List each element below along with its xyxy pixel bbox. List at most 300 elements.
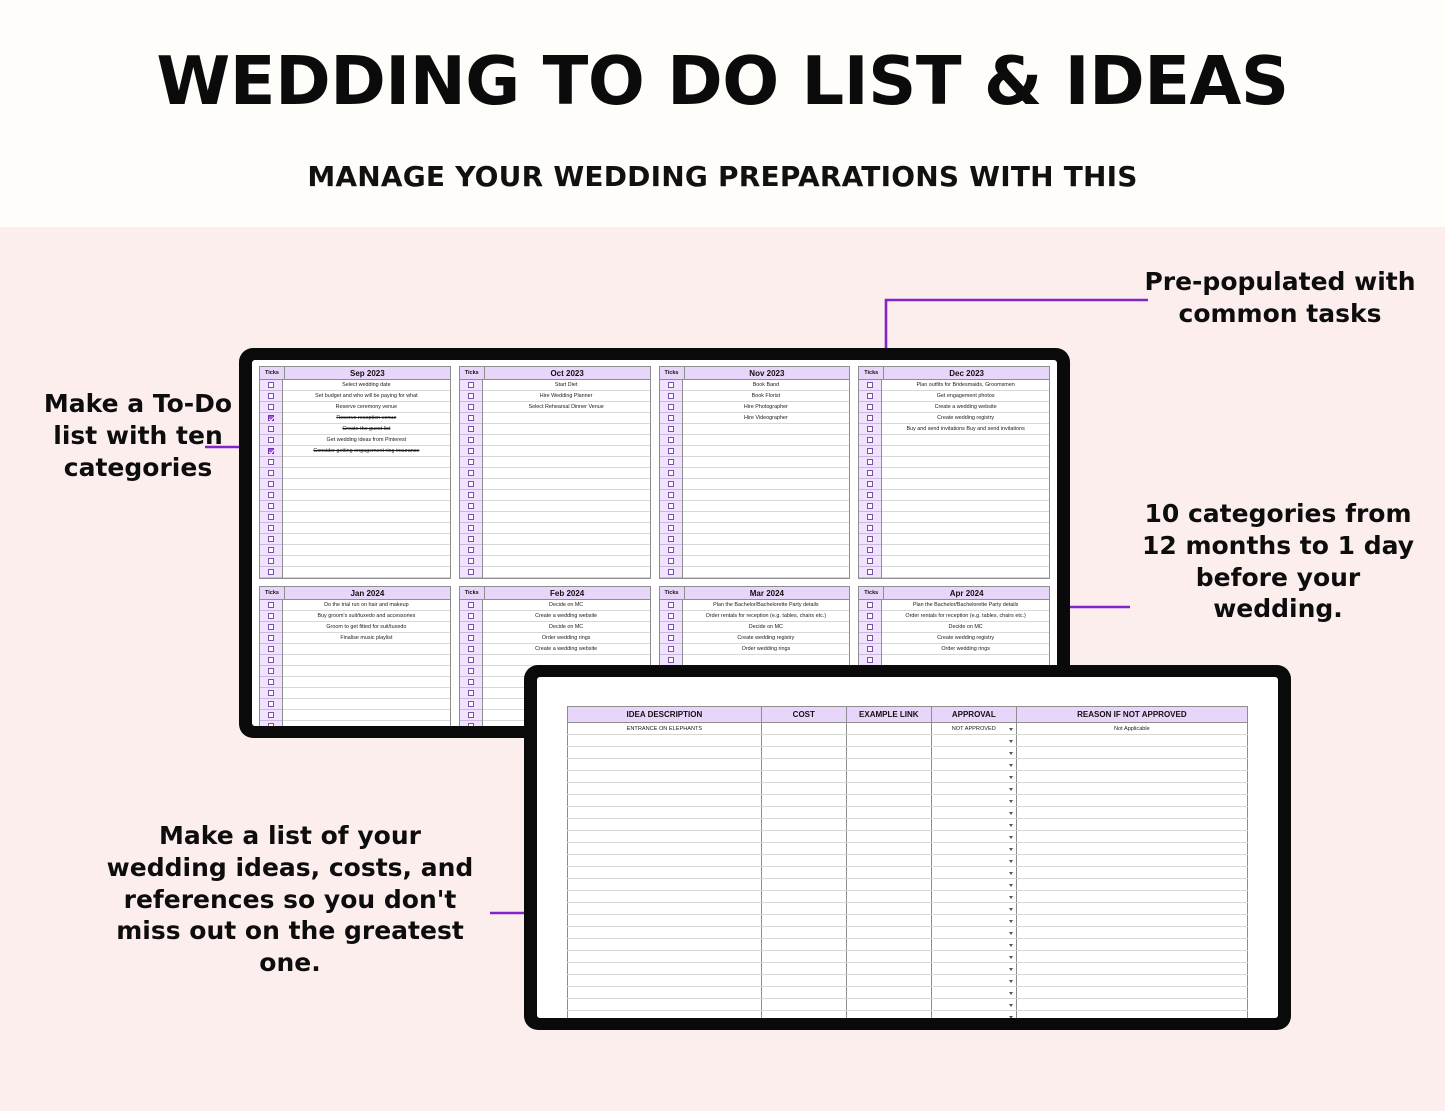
ideas-table-cell[interactable] — [761, 831, 846, 843]
tick-cell[interactable] — [859, 380, 881, 391]
task-cell[interactable] — [882, 534, 1049, 545]
checkbox-icon[interactable] — [468, 437, 474, 443]
ideas-table-cell[interactable] — [568, 759, 762, 771]
task-cell[interactable] — [882, 479, 1049, 490]
checkbox-icon[interactable] — [668, 558, 674, 564]
month-card[interactable] — [259, 366, 451, 579]
ideas-table-cell[interactable] — [846, 771, 931, 783]
task-cell[interactable]: Plan the Bachelor/Bachelorette Party details — [882, 600, 1049, 611]
checkbox-icon[interactable] — [468, 481, 474, 487]
checkbox-icon[interactable] — [268, 547, 274, 553]
ideas-table-cell[interactable] — [761, 855, 846, 867]
task-cell[interactable]: Start Diet — [483, 380, 650, 391]
tick-cell[interactable] — [260, 600, 282, 611]
tick-cell[interactable] — [260, 468, 282, 479]
month-card[interactable] — [459, 366, 651, 579]
ideas-table-cell[interactable] — [761, 807, 846, 819]
task-cell[interactable] — [283, 644, 450, 655]
ideas-table-row[interactable] — [568, 723, 1248, 735]
ideas-table-cell[interactable] — [568, 747, 762, 759]
tick-cell[interactable] — [260, 545, 282, 556]
ideas-table-cell[interactable] — [1016, 783, 1247, 795]
ideas-table-row[interactable] — [568, 807, 1248, 819]
ideas-table-cell[interactable] — [568, 927, 762, 939]
tick-cell[interactable] — [859, 622, 881, 633]
task-cell[interactable]: Order rentals for reception (e.g. tables, chairs etc.) — [882, 611, 1049, 622]
task-cell[interactable] — [283, 567, 450, 578]
tick-cell[interactable] — [260, 567, 282, 578]
checkbox-icon[interactable] — [268, 657, 274, 663]
ideas-table-cell[interactable] — [931, 975, 1016, 987]
task-cell[interactable] — [483, 556, 650, 567]
ideas-table-row[interactable] — [568, 759, 1248, 771]
tick-cell[interactable] — [859, 523, 881, 534]
task-cell[interactable] — [683, 490, 850, 501]
tick-cell[interactable] — [859, 468, 881, 479]
ideas-table-row[interactable] — [568, 843, 1248, 855]
checkbox-icon[interactable] — [268, 679, 274, 685]
ideas-table-cell[interactable] — [761, 843, 846, 855]
task-cell[interactable] — [283, 512, 450, 523]
task-cell[interactable] — [483, 523, 650, 534]
ideas-table-cell[interactable] — [761, 795, 846, 807]
ideas-table-cell[interactable] — [846, 795, 931, 807]
tick-cell[interactable] — [859, 490, 881, 501]
ideas-table-cell[interactable] — [761, 939, 846, 951]
ideas-table-cell[interactable] — [931, 759, 1016, 771]
ideas-table-cell[interactable] — [846, 879, 931, 891]
ideas-table-cell[interactable] — [1016, 747, 1247, 759]
task-cell[interactable]: Create a wedding website — [882, 402, 1049, 413]
ideas-table-row[interactable] — [568, 831, 1248, 843]
task-cell[interactable] — [683, 424, 850, 435]
ideas-table-cell[interactable] — [1016, 831, 1247, 843]
checkbox-icon[interactable] — [867, 393, 873, 399]
ideas-table[interactable] — [567, 706, 1248, 1018]
tick-cell[interactable] — [859, 424, 881, 435]
checkbox-icon[interactable] — [268, 382, 274, 388]
tick-cell[interactable] — [460, 435, 482, 446]
task-cell[interactable] — [882, 567, 1049, 578]
month-card[interactable] — [858, 366, 1050, 579]
ideas-table-cell[interactable] — [761, 927, 846, 939]
tick-cell[interactable] — [660, 446, 682, 457]
tick-cell[interactable] — [260, 710, 282, 721]
ideas-table-cell[interactable] — [1016, 963, 1247, 975]
ideas-table-row[interactable] — [568, 999, 1248, 1011]
task-cell[interactable]: Select wedding date — [283, 380, 450, 391]
tick-cell[interactable] — [660, 490, 682, 501]
checkbox-icon[interactable] — [468, 415, 474, 421]
task-cell[interactable]: Order rentals for reception (e.g. tables, chairs etc.) — [683, 611, 850, 622]
checkbox-icon[interactable] — [268, 690, 274, 696]
ideas-table-cell[interactable] — [761, 951, 846, 963]
ideas-table-cell[interactable] — [568, 891, 762, 903]
task-cell[interactable]: Do the trial run on hair and makeup — [283, 600, 450, 611]
tick-cell[interactable] — [460, 600, 482, 611]
ideas-table-row[interactable] — [568, 939, 1248, 951]
ideas-table-row[interactable] — [568, 867, 1248, 879]
tick-cell[interactable] — [460, 633, 482, 644]
checkbox-icon[interactable] — [468, 624, 474, 630]
tick-cell[interactable] — [460, 677, 482, 688]
checkbox-icon[interactable] — [468, 657, 474, 663]
task-cell[interactable] — [483, 512, 650, 523]
checkbox-icon[interactable] — [468, 679, 474, 685]
checkbox-icon[interactable] — [268, 492, 274, 498]
tick-cell[interactable] — [260, 677, 282, 688]
ideas-table-cell[interactable] — [1016, 903, 1247, 915]
checkbox-icon[interactable] — [867, 415, 873, 421]
ideas-table-cell[interactable] — [568, 819, 762, 831]
task-cell[interactable] — [882, 457, 1049, 468]
checkbox-icon[interactable] — [668, 613, 674, 619]
checkbox-icon[interactable] — [468, 646, 474, 652]
ideas-table-cell[interactable] — [931, 999, 1016, 1011]
ideas-table-cell[interactable] — [846, 915, 931, 927]
ideas-table-cell[interactable] — [761, 999, 846, 1011]
ideas-table-cell[interactable] — [846, 903, 931, 915]
ideas-table-cell[interactable] — [568, 807, 762, 819]
checkbox-icon[interactable] — [867, 558, 873, 564]
tick-cell[interactable] — [859, 633, 881, 644]
ideas-table-cell[interactable] — [931, 819, 1016, 831]
tick-cell[interactable] — [660, 479, 682, 490]
checkbox-icon[interactable] — [268, 448, 274, 454]
checkbox-icon[interactable] — [468, 602, 474, 608]
ideas-table-cell[interactable] — [931, 843, 1016, 855]
checkbox-icon[interactable] — [867, 437, 873, 443]
ideas-table-cell[interactable] — [931, 891, 1016, 903]
tick-cell[interactable] — [660, 457, 682, 468]
tick-cell[interactable] — [859, 391, 881, 402]
task-cell[interactable]: Book Band — [683, 380, 850, 391]
tick-cell[interactable] — [460, 534, 482, 545]
task-cell[interactable] — [882, 556, 1049, 567]
ideas-table-cell[interactable] — [846, 927, 931, 939]
checkbox-icon[interactable] — [268, 613, 274, 619]
ideas-table-cell[interactable] — [931, 783, 1016, 795]
tick-cell[interactable] — [460, 512, 482, 523]
ideas-table-cell[interactable] — [761, 867, 846, 879]
tick-cell[interactable] — [660, 402, 682, 413]
checkbox-icon[interactable] — [867, 569, 873, 575]
ideas-table-cell[interactable] — [761, 723, 846, 735]
task-cell[interactable] — [283, 479, 450, 490]
task-cell[interactable] — [882, 468, 1049, 479]
tick-cell[interactable] — [260, 622, 282, 633]
checkbox-icon[interactable] — [867, 448, 873, 454]
ideas-table-row[interactable] — [568, 915, 1248, 927]
tick-cell[interactable] — [660, 633, 682, 644]
ideas-table-cell[interactable]: NOT APPROVED — [931, 723, 1016, 735]
tick-cell[interactable] — [260, 611, 282, 622]
task-cell[interactable] — [283, 556, 450, 567]
checkbox-icon[interactable] — [668, 503, 674, 509]
checkbox-icon[interactable] — [468, 492, 474, 498]
checkbox-icon[interactable] — [668, 602, 674, 608]
checkbox-icon[interactable] — [268, 459, 274, 465]
tick-cell[interactable] — [260, 446, 282, 457]
ideas-table-cell[interactable] — [761, 735, 846, 747]
ideas-table-cell[interactable] — [761, 963, 846, 975]
checkbox-icon[interactable] — [268, 668, 274, 674]
checkbox-icon[interactable] — [468, 426, 474, 432]
tick-cell[interactable] — [460, 424, 482, 435]
ideas-table-cell[interactable] — [1016, 843, 1247, 855]
task-cell[interactable] — [483, 424, 650, 435]
task-cell[interactable] — [483, 468, 650, 479]
task-cell[interactable] — [283, 699, 450, 710]
tick-cell[interactable] — [859, 446, 881, 457]
ideas-table-cell[interactable] — [1016, 759, 1247, 771]
task-cell[interactable] — [483, 479, 650, 490]
checkbox-icon[interactable] — [668, 382, 674, 388]
ideas-table-cell[interactable] — [846, 867, 931, 879]
tick-cell[interactable] — [460, 666, 482, 677]
task-cell[interactable] — [283, 501, 450, 512]
month-card[interactable] — [259, 586, 451, 726]
checkbox-icon[interactable] — [668, 426, 674, 432]
tick-cell[interactable] — [660, 644, 682, 655]
tick-cell[interactable] — [260, 655, 282, 666]
tick-cell[interactable] — [460, 457, 482, 468]
ideas-table-cell[interactable] — [1016, 1011, 1247, 1019]
task-cell[interactable] — [283, 545, 450, 556]
checkbox-icon[interactable] — [867, 459, 873, 465]
tick-cell[interactable] — [859, 457, 881, 468]
checkbox-icon[interactable] — [468, 503, 474, 509]
ideas-table-cell[interactable] — [931, 771, 1016, 783]
task-cell[interactable] — [683, 545, 850, 556]
task-cell[interactable] — [483, 446, 650, 457]
task-cell[interactable]: Consider getting engagement ring insurance — [283, 446, 450, 457]
ideas-table-cell[interactable] — [568, 879, 762, 891]
checkbox-icon[interactable] — [468, 448, 474, 454]
checkbox-icon[interactable] — [468, 635, 474, 641]
ideas-table-cell[interactable] — [931, 831, 1016, 843]
task-cell[interactable] — [683, 567, 850, 578]
ideas-table-row[interactable] — [568, 855, 1248, 867]
tick-cell[interactable] — [660, 622, 682, 633]
checkbox-icon[interactable] — [268, 723, 274, 726]
checkbox-icon[interactable] — [668, 415, 674, 421]
checkbox-icon[interactable] — [867, 624, 873, 630]
checkbox-icon[interactable] — [668, 536, 674, 542]
task-cell[interactable] — [283, 457, 450, 468]
ideas-table-cell[interactable] — [568, 963, 762, 975]
ideas-table-row[interactable] — [568, 771, 1248, 783]
ideas-table-cell[interactable] — [568, 903, 762, 915]
checkbox-icon[interactable] — [268, 525, 274, 531]
ideas-table-cell[interactable] — [761, 879, 846, 891]
task-cell[interactable]: Create wedding registry — [683, 633, 850, 644]
checkbox-icon[interactable] — [668, 459, 674, 465]
ideas-table-cell[interactable] — [761, 975, 846, 987]
checkbox-icon[interactable] — [867, 503, 873, 509]
tick-cell[interactable] — [460, 501, 482, 512]
task-cell[interactable] — [882, 523, 1049, 534]
tick-cell[interactable] — [859, 534, 881, 545]
checkbox-icon[interactable] — [268, 393, 274, 399]
task-cell[interactable] — [283, 468, 450, 479]
tick-cell[interactable] — [460, 446, 482, 457]
ideas-spreadsheet[interactable] — [537, 677, 1278, 1018]
task-cell[interactable]: Get wedding ideas from Pinterest — [283, 435, 450, 446]
ideas-table-cell[interactable] — [568, 843, 762, 855]
tick-cell[interactable] — [260, 512, 282, 523]
ideas-table-cell[interactable] — [846, 1011, 931, 1019]
tick-cell[interactable] — [660, 468, 682, 479]
task-cell[interactable]: Reserve reception venue — [283, 413, 450, 424]
ideas-table-cell[interactable] — [1016, 999, 1247, 1011]
checkbox-icon[interactable] — [668, 437, 674, 443]
tick-cell[interactable] — [460, 490, 482, 501]
ideas-table-row[interactable] — [568, 975, 1248, 987]
ideas-table-cell[interactable] — [1016, 855, 1247, 867]
task-cell[interactable]: Plan the Bachelor/Bachelorette Party details — [683, 600, 850, 611]
checkbox-icon[interactable] — [468, 723, 474, 726]
tick-cell[interactable] — [460, 413, 482, 424]
tick-cell[interactable] — [859, 413, 881, 424]
checkbox-icon[interactable] — [867, 514, 873, 520]
task-cell[interactable] — [683, 479, 850, 490]
ideas-table-cell[interactable] — [846, 747, 931, 759]
task-cell[interactable] — [283, 523, 450, 534]
task-cell[interactable]: Plan outfits for Bridesmaids, Groomsmen — [882, 380, 1049, 391]
ideas-table-cell[interactable] — [568, 867, 762, 879]
tick-cell[interactable] — [260, 699, 282, 710]
checkbox-icon[interactable] — [668, 547, 674, 553]
ideas-table-row[interactable] — [568, 783, 1248, 795]
ideas-table-cell[interactable] — [568, 939, 762, 951]
checkbox-icon[interactable] — [268, 470, 274, 476]
checkbox-icon[interactable] — [867, 492, 873, 498]
ideas-table-cell[interactable] — [931, 903, 1016, 915]
ideas-table-cell[interactable] — [846, 783, 931, 795]
task-cell[interactable]: Create wedding registry — [882, 413, 1049, 424]
checkbox-icon[interactable] — [668, 624, 674, 630]
task-cell[interactable] — [483, 567, 650, 578]
tick-cell[interactable] — [859, 402, 881, 413]
ideas-table-cell[interactable] — [568, 999, 762, 1011]
task-cell[interactable] — [683, 468, 850, 479]
task-cell[interactable] — [882, 512, 1049, 523]
checkbox-icon[interactable] — [668, 635, 674, 641]
ideas-table-cell[interactable] — [846, 855, 931, 867]
task-cell[interactable]: Buy groom's suit/tuxedo and accessories — [283, 611, 450, 622]
checkbox-icon[interactable] — [468, 668, 474, 674]
task-cell[interactable] — [283, 490, 450, 501]
checkbox-icon[interactable] — [668, 404, 674, 410]
tick-cell[interactable] — [660, 435, 682, 446]
ideas-table-cell[interactable] — [931, 795, 1016, 807]
task-cell[interactable] — [483, 457, 650, 468]
ideas-table-cell[interactable]: Not Applicable — [1016, 723, 1247, 735]
tick-cell[interactable] — [460, 567, 482, 578]
task-cell[interactable]: Create a wedding website — [483, 611, 650, 622]
ideas-table-cell[interactable] — [761, 987, 846, 999]
tick-cell[interactable] — [859, 611, 881, 622]
ideas-table-cell[interactable] — [846, 987, 931, 999]
ideas-table-cell[interactable] — [568, 771, 762, 783]
tick-cell[interactable] — [460, 402, 482, 413]
ideas-table-cell[interactable] — [761, 759, 846, 771]
tick-cell[interactable] — [460, 655, 482, 666]
ideas-table-cell[interactable] — [1016, 891, 1247, 903]
tick-cell[interactable] — [859, 545, 881, 556]
tick-cell[interactable] — [460, 479, 482, 490]
checkbox-icon[interactable] — [668, 525, 674, 531]
tick-cell[interactable] — [660, 545, 682, 556]
tick-cell[interactable] — [859, 512, 881, 523]
checkbox-icon[interactable] — [867, 613, 873, 619]
ideas-table-row[interactable] — [568, 1011, 1248, 1019]
tick-cell[interactable] — [859, 567, 881, 578]
ideas-table-row[interactable] — [568, 951, 1248, 963]
tick-cell[interactable] — [660, 413, 682, 424]
checkbox-icon[interactable] — [268, 481, 274, 487]
ideas-table-cell[interactable] — [846, 951, 931, 963]
checkbox-icon[interactable] — [668, 569, 674, 575]
ideas-table-row[interactable] — [568, 963, 1248, 975]
ideas-table-cell[interactable] — [568, 795, 762, 807]
task-cell[interactable] — [882, 435, 1049, 446]
task-cell[interactable] — [483, 534, 650, 545]
task-cell[interactable]: Hire Photographer — [683, 402, 850, 413]
checkbox-icon[interactable] — [468, 558, 474, 564]
ideas-table-cell[interactable] — [931, 927, 1016, 939]
ideas-table-cell[interactable]: ENTRANCE ON ELEPHANTS — [568, 723, 762, 735]
checkbox-icon[interactable] — [468, 536, 474, 542]
ideas-table-row[interactable] — [568, 903, 1248, 915]
ideas-table-cell[interactable] — [1016, 807, 1247, 819]
ideas-table-cell[interactable] — [931, 879, 1016, 891]
checkbox-icon[interactable] — [867, 657, 873, 663]
tick-cell[interactable] — [260, 534, 282, 545]
task-cell[interactable] — [683, 534, 850, 545]
ideas-table-cell[interactable] — [1016, 735, 1247, 747]
tick-cell[interactable] — [660, 600, 682, 611]
ideas-table-cell[interactable] — [568, 735, 762, 747]
tick-cell[interactable] — [859, 479, 881, 490]
checkbox-icon[interactable] — [668, 470, 674, 476]
ideas-table-row[interactable] — [568, 795, 1248, 807]
checkbox-icon[interactable] — [867, 382, 873, 388]
tick-cell[interactable] — [260, 457, 282, 468]
checkbox-icon[interactable] — [668, 481, 674, 487]
checkbox-icon[interactable] — [468, 701, 474, 707]
task-cell[interactable] — [882, 446, 1049, 457]
checkbox-icon[interactable] — [867, 536, 873, 542]
tick-cell[interactable] — [260, 523, 282, 534]
tick-cell[interactable] — [660, 512, 682, 523]
ideas-table-cell[interactable] — [846, 843, 931, 855]
tick-cell[interactable] — [660, 391, 682, 402]
tick-cell[interactable] — [660, 534, 682, 545]
checkbox-icon[interactable] — [268, 624, 274, 630]
tick-cell[interactable] — [260, 633, 282, 644]
ideas-table-cell[interactable] — [1016, 975, 1247, 987]
task-cell[interactable] — [483, 413, 650, 424]
checkbox-icon[interactable] — [668, 657, 674, 663]
ideas-table-cell[interactable] — [761, 891, 846, 903]
tick-cell[interactable] — [460, 644, 482, 655]
task-cell[interactable] — [683, 446, 850, 457]
tick-cell[interactable] — [260, 380, 282, 391]
tick-cell[interactable] — [859, 600, 881, 611]
tick-cell[interactable] — [260, 391, 282, 402]
